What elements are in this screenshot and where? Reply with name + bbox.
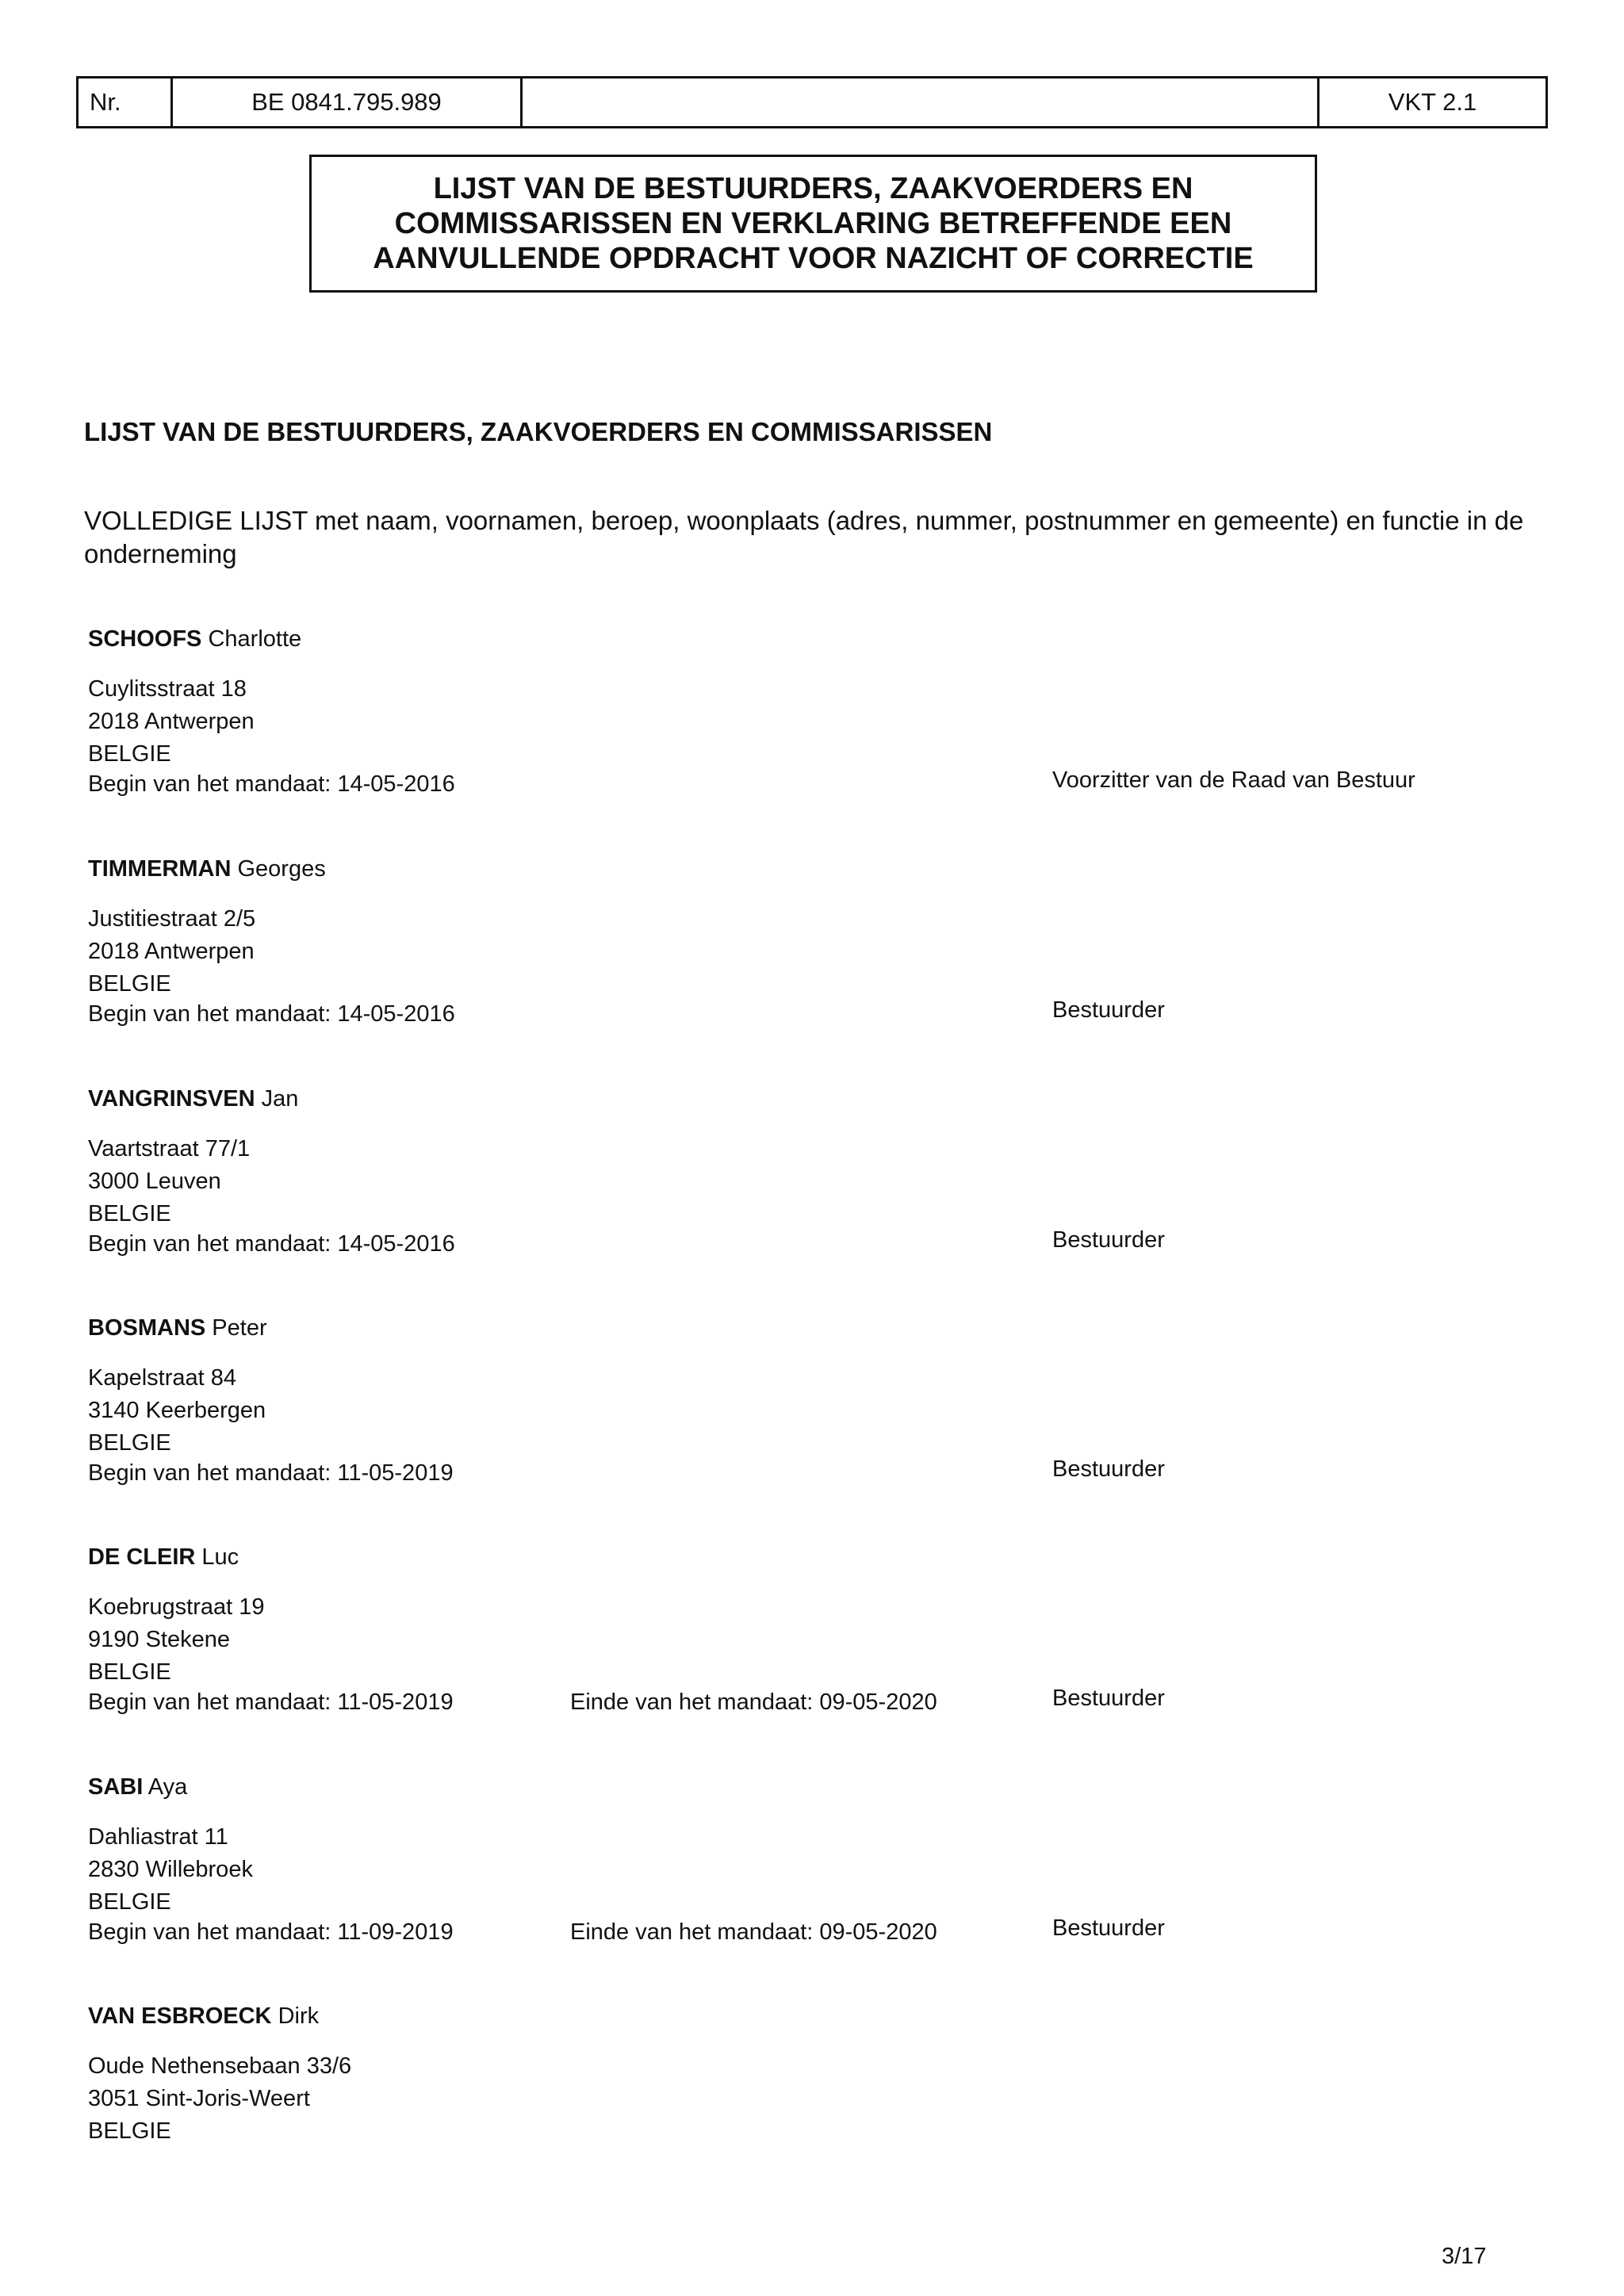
person-first-name: Peter [212,1315,267,1341]
person-last-name: VAN ESBROECK [88,2003,272,2029]
address-street: Cuylitsstraat 18 [88,676,247,702]
person-function: Bestuurder [1052,1915,1165,1941]
person-function: Bestuurder [1052,1456,1165,1482]
person-first-name: Luc [201,1544,239,1570]
person-last-name: DE CLEIR [88,1544,196,1570]
person-last-name: SCHOOFS [88,626,202,652]
section-heading: LIJST VAN DE BESTUURDERS, ZAAKVOERDERS EN COMMISSARISSEN [84,417,993,446]
person-first-name: Aya [147,1774,188,1800]
person-address [88,1133,250,1230]
address-city: 2830 Willebroek [88,1857,253,1882]
address-city: 3051 Sint-Joris-Weert [88,2086,310,2111]
mandate-begin: Begin van het mandaat: 14-05-2016 [88,771,455,797]
person-name [88,1544,239,1571]
address-street: Vaartstraat 77/1 [88,1136,251,1161]
page-number: 3/17 [1442,2244,1487,2269]
mandate-begin: Begin van het mandaat: 14-05-2016 [88,1231,455,1257]
person-last-name: SABI [88,1774,144,1800]
address-country: BELGIE [88,971,171,997]
person-address [88,1362,266,1460]
title-line-3: AANVULLENDE OPDRACHT VOOR NAZICHT OF CORRECTIE [373,242,1254,275]
address-city: 2018 Antwerpen [88,939,255,964]
nr-label: Nr. [79,78,173,126]
address-country: BELGIE [88,1201,171,1226]
person-name [88,1086,298,1112]
section-description: VOLLEDIGE LIJST met naam, voornamen, beroep, woonplaats (adres, nummer, postnummer en gemeente) en functie in de onderneming [84,506,1524,568]
address-city: 9190 Stekene [88,1627,230,1652]
person-first-name: Charlotte [208,626,302,652]
person-function: Bestuurder [1052,1686,1165,1711]
address-country: BELGIE [88,1889,171,1915]
mandate-end: Einde van het mandaat: 09-05-2020 [570,1689,937,1715]
person-address [88,2050,351,2148]
person-last-name: BOSMANS [88,1315,206,1341]
address-country: BELGIE [88,741,171,767]
person-first-name: Jan [261,1086,299,1112]
person-address [88,1591,264,1689]
person-name [88,1315,267,1341]
person-function: Bestuurder [1052,997,1165,1023]
address-city: 3000 Leuven [88,1169,221,1194]
title-line-2: COMMISSARISSEN EN VERKLARING BETREFFENDE EEN [394,207,1232,240]
document-title [309,155,1317,293]
address-country: BELGIE [88,1430,171,1456]
address-country: BELGIE [88,2118,171,2144]
person-first-name: Dirk [278,2003,320,2029]
form-code: VKT 2.1 [1388,88,1477,116]
mandate-begin: Begin van het mandaat: 14-05-2016 [88,1001,455,1027]
header-blank-cell [523,78,1320,126]
person-address [88,903,255,1001]
person-name [88,2003,319,2030]
address-street: Koebrugstraat 19 [88,1594,265,1620]
address-city: 2018 Antwerpen [88,709,255,734]
address-street: Kapelstraat 84 [88,1365,237,1391]
person-last-name: TIMMERMAN [88,856,232,882]
person-function: Bestuurder [1052,1227,1165,1253]
address-city: 3140 Keerbergen [88,1398,266,1423]
mandate-begin: Begin van het mandaat: 11-05-2019 [88,1460,454,1486]
address-country: BELGIE [88,1659,171,1685]
address-street: Oude Nethensebaan 33/6 [88,2053,352,2079]
person-function: Voorzitter van de Raad van Bestuur [1052,767,1415,793]
mandate-begin: Begin van het mandaat: 11-05-2019 [88,1689,454,1715]
person-address [88,673,255,771]
address-street: Justitiestraat 2/5 [88,906,256,932]
address-street: Dahliastrat 11 [88,1824,228,1850]
person-address [88,1821,253,1919]
person-name [88,856,326,882]
company-number: BE 0841.795.989 [173,78,523,126]
mandate-end: Einde van het mandaat: 09-05-2020 [570,1919,937,1945]
mandate-begin: Begin van het mandaat: 11-09-2019 [88,1919,454,1945]
person-name [88,626,301,652]
header-table [76,76,1548,128]
title-line-1: LIJST VAN DE BESTUURDERS, ZAAKVOERDERS EN [433,172,1193,205]
person-name [88,1774,187,1800]
person-last-name: VANGRINSVEN [88,1086,255,1112]
person-first-name: Georges [237,856,326,882]
